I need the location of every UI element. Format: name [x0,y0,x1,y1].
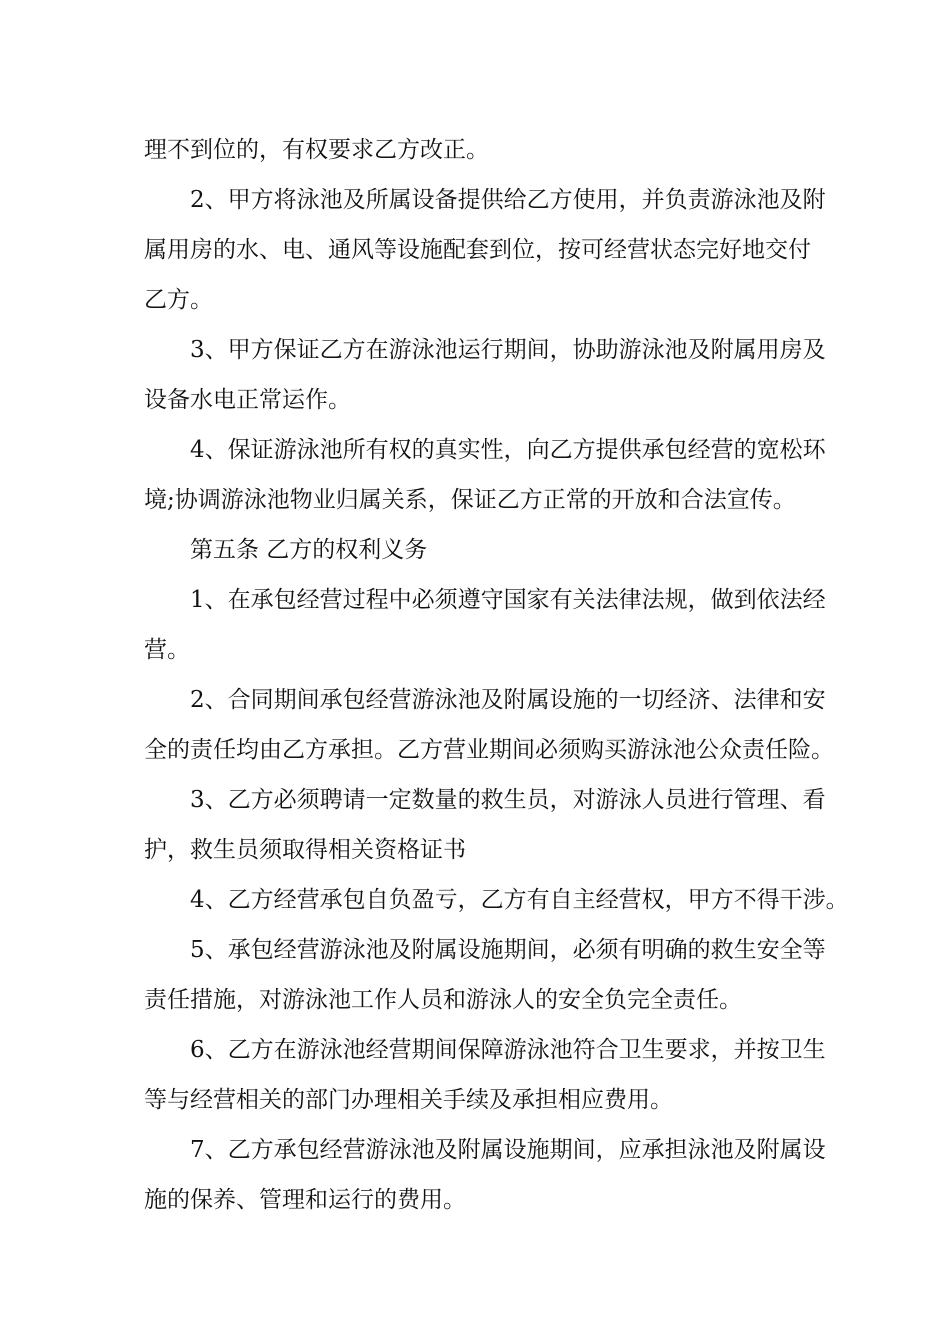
text-line: 6、乙方在游泳池经营期间保障游泳池符合卫生要求，并按卫生 [190,1037,826,1063]
text-line: 责任措施，对游泳池工作人员和游泳人的安全负完全责任。 [144,987,742,1013]
text-line: 3、甲方保证乙方在游泳池运行期间，协助游泳池及附属用房及 [190,337,826,363]
text-line: 4、保证游泳池所有权的真实性，向乙方提供承包经营的宽松环 [190,437,826,463]
text-line: 1、在承包经营过程中必须遵守国家有关法律法规，做到依法经 [190,587,826,613]
text-line: 2、合同期间承包经营游泳池及附属设施的一切经济、法律和安 [190,687,826,713]
text-line: 境;协调游泳池物业归属关系，保证乙方正常的开放和合法宣传。 [144,487,796,513]
text-line: 全的责任均由乙方承担。乙方营业期间必须购买游泳池公众责任险。 [144,737,834,763]
text-line: 2、甲方将泳池及所属设备提供给乙方使用，并负责游泳池及附 [190,187,826,213]
text-line: 属用房的水、电、通风等设施配套到位，按可经营状态完好地交付 [144,237,811,263]
text-line: 4、乙方经营承包自负盈亏，乙方有自主经营权，甲方不得干涉。 [190,887,849,913]
text-line: 等与经营相关的部门办理相关手续及承担相应费用。 [144,1087,673,1113]
text-line: 设备水电正常运作。 [144,387,351,413]
text-line: 7、乙方承包经营游泳池及附属设施期间，应承担泳池及附属设 [190,1137,826,1163]
text-line: 3、乙方必须聘请一定数量的救生员，对游泳人员进行管理、看 [190,787,826,813]
section-heading: 第五条 乙方的权利义务 [190,537,428,563]
text-line: 5、承包经营游泳池及附属设施期间，必须有明确的救生安全等 [190,937,826,963]
text-line: 护，救生员须取得相关资格证书 [144,837,466,863]
text-line: 施的保养、管理和运行的费用。 [144,1187,466,1213]
text-line: 理不到位的，有权要求乙方改正。 [144,137,489,163]
text-line: 乙方。 [144,287,213,313]
text-line: 营。 [144,637,190,663]
